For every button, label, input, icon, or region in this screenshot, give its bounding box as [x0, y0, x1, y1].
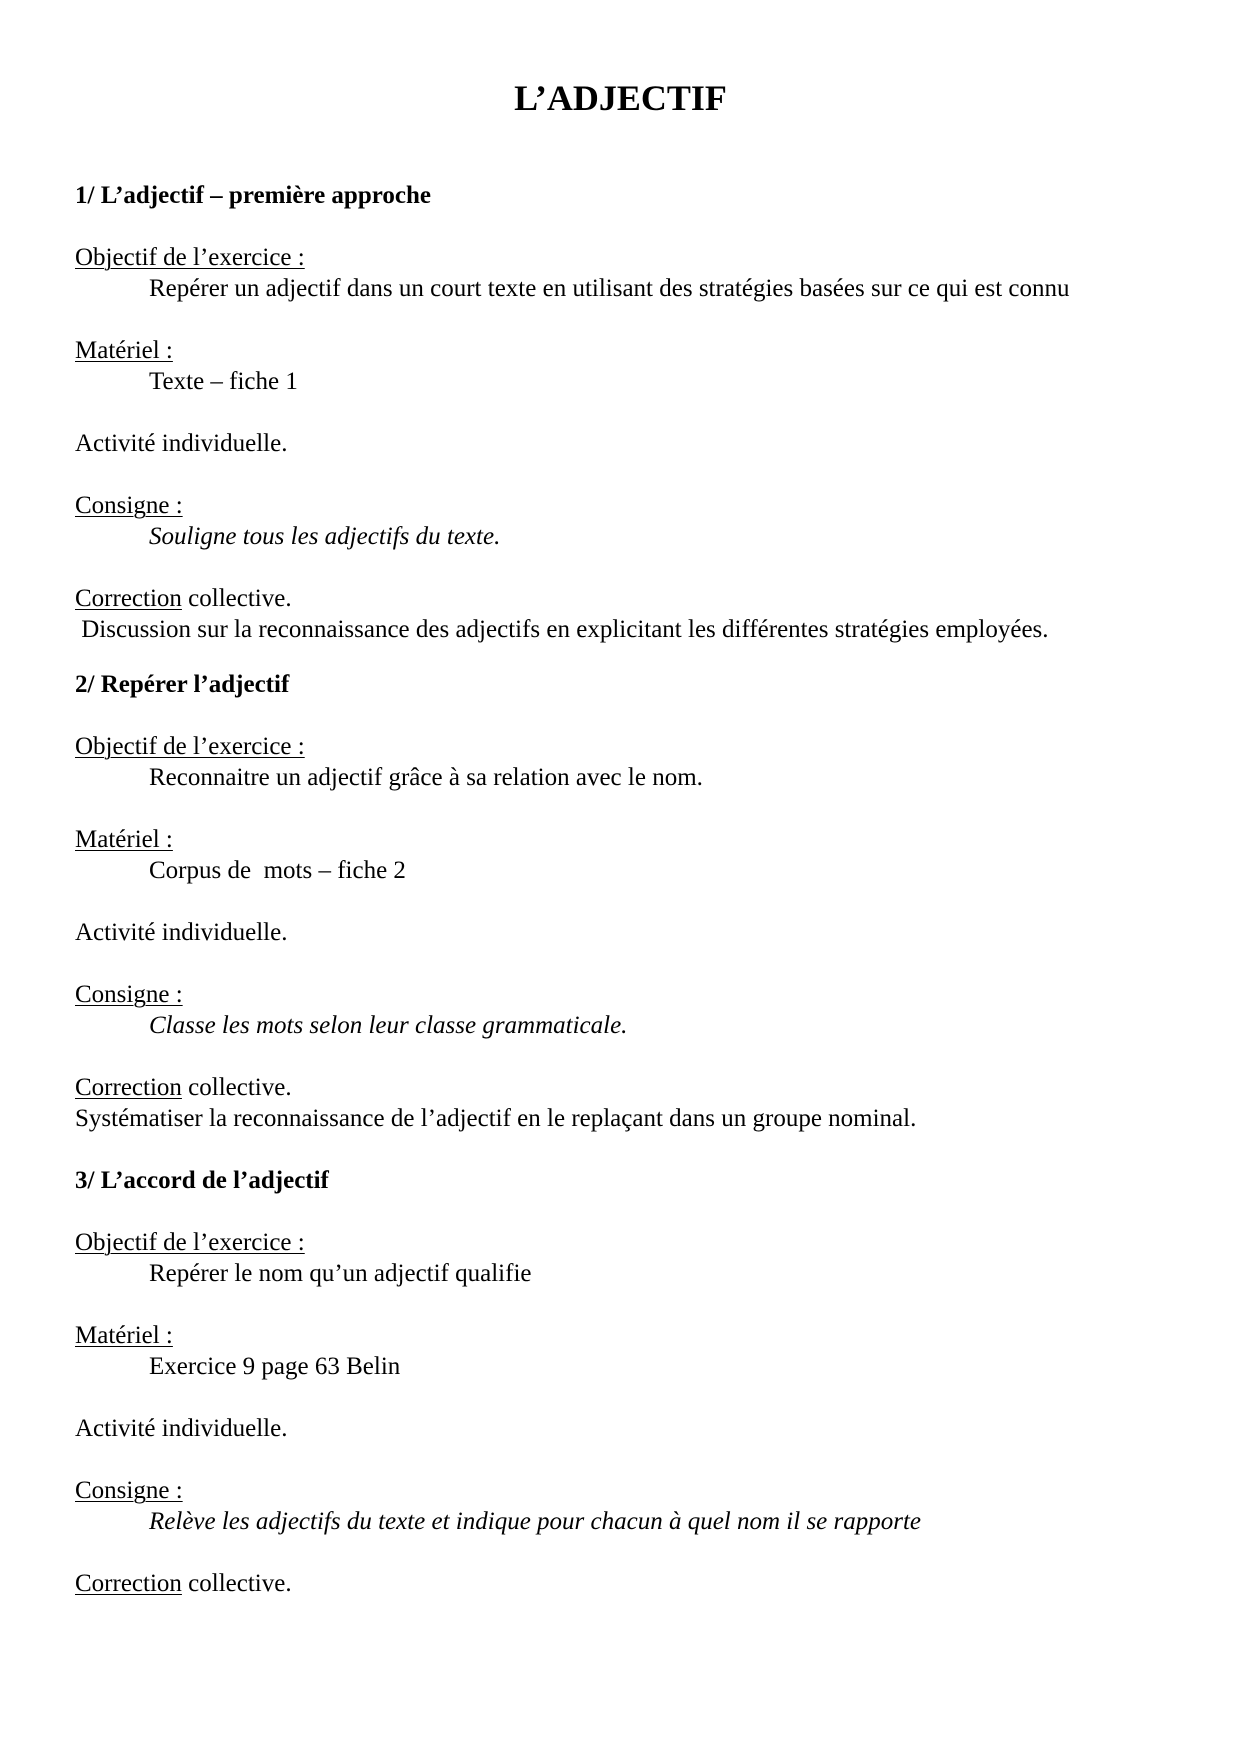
instruction-label: Consigne :	[75, 492, 183, 519]
section-1-material-text: Texte – fiche 1	[149, 368, 298, 395]
section-3-heading: 3/ L’accord de l’adjectif	[75, 1167, 329, 1194]
section-3-correction	[75, 1569, 292, 1599]
material-label: Matériel :	[75, 1322, 173, 1349]
objective-label: Objectif de l’exercice :	[75, 244, 305, 271]
section-3-material-label	[75, 1321, 173, 1351]
section-2-correction	[75, 1073, 292, 1103]
section-1-objective-text: Repérer un adjectif dans un court texte en utilisant des stratégies basées sur ce qui est connu	[149, 275, 1070, 302]
section-1-activity: Activité individuelle.	[75, 430, 288, 457]
section-2-note: Systématiser la reconnaissance de l’adjectif en le replaçant dans un groupe nominal.	[75, 1105, 917, 1132]
section-1-material-label	[75, 336, 173, 366]
correction-label: Correction	[75, 1074, 182, 1101]
document-title: L’ADJECTIF	[514, 78, 727, 118]
section-2-objective-label	[75, 732, 305, 762]
material-label: Matériel :	[75, 826, 173, 853]
material-label: Matériel :	[75, 337, 173, 364]
section-3-activity: Activité individuelle.	[75, 1415, 288, 1442]
section-3-instruction-text: Relève les adjectifs du texte et indique pour chacun à quel nom il se rapporte	[149, 1508, 922, 1535]
objective-label: Objectif de l’exercice :	[75, 733, 305, 760]
objective-label: Objectif de l’exercice :	[75, 1229, 305, 1256]
section-2-material-label	[75, 825, 173, 855]
correction-suffix: collective.	[181, 1570, 292, 1597]
correction-label: Correction	[75, 1570, 182, 1597]
section-1-instruction-text: Souligne tous les adjectifs du texte.	[149, 523, 501, 550]
section-2-material-text: Corpus de mots – fiche 2	[149, 857, 406, 884]
instruction-label: Consigne :	[75, 1477, 183, 1504]
section-2-instruction-label	[75, 980, 183, 1010]
correction-suffix: collective.	[181, 1074, 292, 1101]
section-2-activity: Activité individuelle.	[75, 919, 288, 946]
correction-label: Correction	[75, 585, 182, 612]
section-1-note: Discussion sur la reconnaissance des adjectifs en explicitant les différentes stratégies employées.	[75, 616, 1049, 643]
section-3-objective-text: Repérer le nom qu’un adjectif qualifie	[149, 1260, 532, 1287]
section-2-instruction-text: Classe les mots selon leur classe grammaticale.	[149, 1012, 628, 1039]
section-2-objective-text: Reconnaitre un adjectif grâce à sa relation avec le nom.	[149, 764, 703, 791]
section-1-correction	[75, 584, 292, 614]
section-2-heading: 2/ Repérer l’adjectif	[75, 671, 290, 698]
section-1-objective-label	[75, 243, 305, 273]
section-1-instruction-label	[75, 491, 183, 521]
section-3-material-text: Exercice 9 page 63 Belin	[149, 1353, 401, 1380]
section-3-objective-label	[75, 1228, 305, 1258]
correction-suffix: collective.	[181, 585, 292, 612]
section-3-instruction-label	[75, 1476, 183, 1506]
instruction-label: Consigne :	[75, 981, 183, 1008]
section-1-heading: 1/ L’adjectif – première approche	[75, 182, 431, 209]
